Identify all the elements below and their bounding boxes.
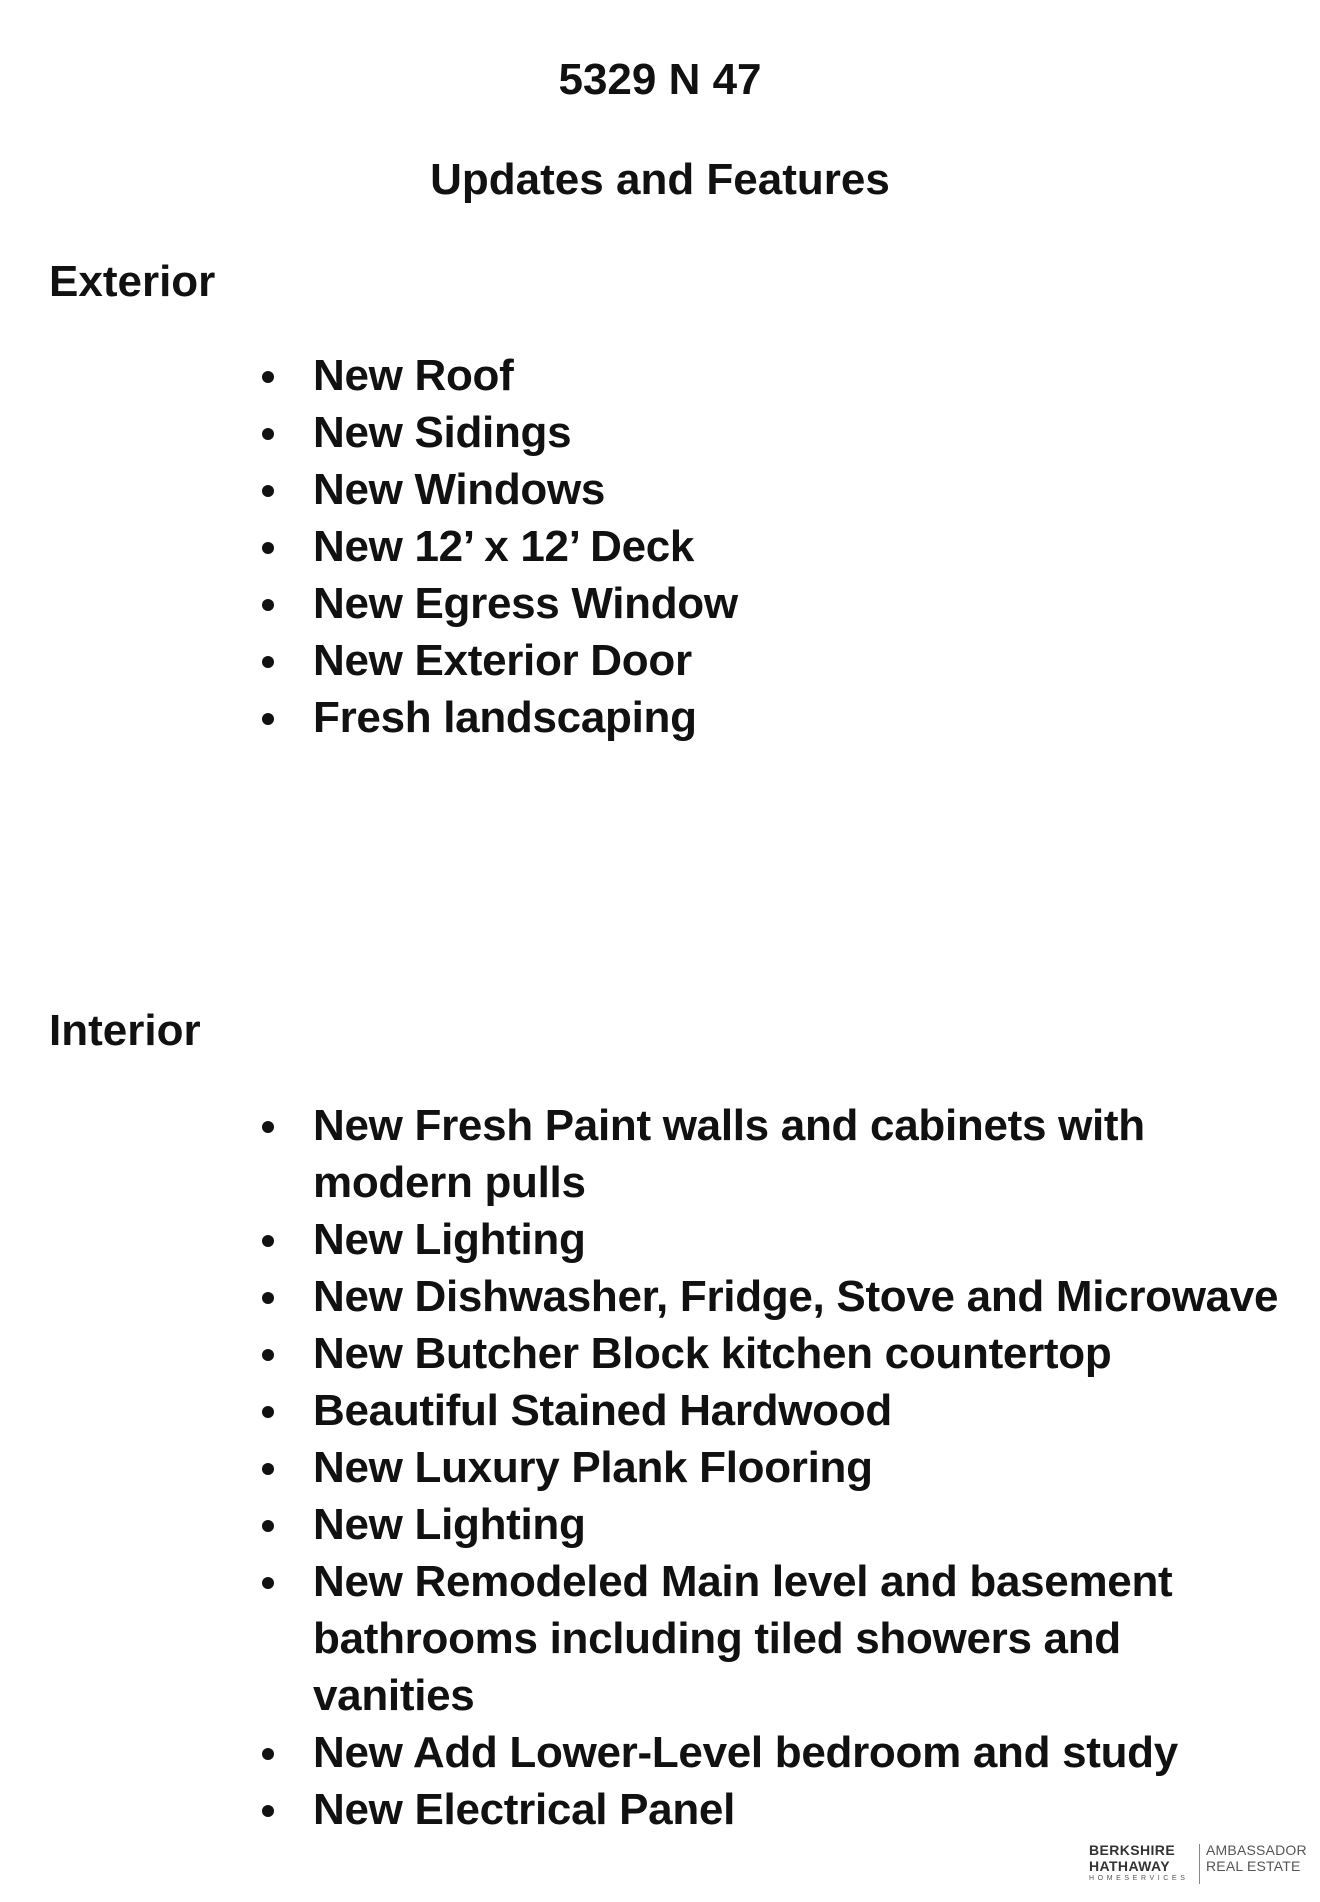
list-item: Beautiful Stained Hardwood	[0, 1382, 1320, 1439]
interior-heading: Interior	[49, 1006, 201, 1055]
brokerage-logo	[1089, 1842, 1314, 1888]
logo-line-homeservices: HOMESERVICES	[1089, 1875, 1189, 1882]
exterior-heading: Exterior	[49, 257, 216, 306]
list-item: New Add Lower-Level bedroom and study	[0, 1724, 1320, 1781]
logo-line-real-estate: REAL ESTATE	[1206, 1858, 1301, 1874]
interior-feature-list	[0, 1097, 1320, 1838]
list-item: New Luxury Plank Flooring	[0, 1439, 1320, 1496]
list-item: New Butcher Block kitchen countertop	[0, 1325, 1320, 1382]
document-subtitle: Updates and Features	[430, 155, 890, 204]
document-title: 5329 N 47	[558, 55, 762, 104]
list-item: New Electrical Panel	[0, 1781, 1320, 1838]
list-item: New Fresh Paint walls and cabinets with modern pulls	[0, 1097, 1320, 1211]
list-item: New 12’ x 12’ Deck	[0, 518, 1320, 575]
logo-divider	[1199, 1844, 1200, 1884]
logo-brand-name	[1089, 1842, 1194, 1884]
logo-line-hathaway: HATHAWAY	[1089, 1858, 1170, 1874]
logo-line-ambassador: AMBASSADOR	[1206, 1842, 1307, 1858]
list-item: New Dishwasher, Fridge, Stove and Microwave	[0, 1268, 1320, 1325]
logo-office-name	[1206, 1842, 1314, 1874]
exterior-feature-list	[0, 347, 1320, 746]
list-item: New Lighting	[0, 1496, 1320, 1553]
list-item: New Egress Window	[0, 575, 1320, 632]
list-item: Fresh landscaping	[0, 689, 1320, 746]
list-item: New Remodeled Main level and basement bathrooms including tiled showers and vanities	[0, 1553, 1320, 1724]
list-item: New Sidings	[0, 404, 1320, 461]
logo-line-berkshire: BERKSHIRE	[1089, 1842, 1176, 1858]
list-item: New Roof	[0, 347, 1320, 404]
list-item: New Lighting	[0, 1211, 1320, 1268]
list-item: New Exterior Door	[0, 632, 1320, 689]
list-item: New Windows	[0, 461, 1320, 518]
